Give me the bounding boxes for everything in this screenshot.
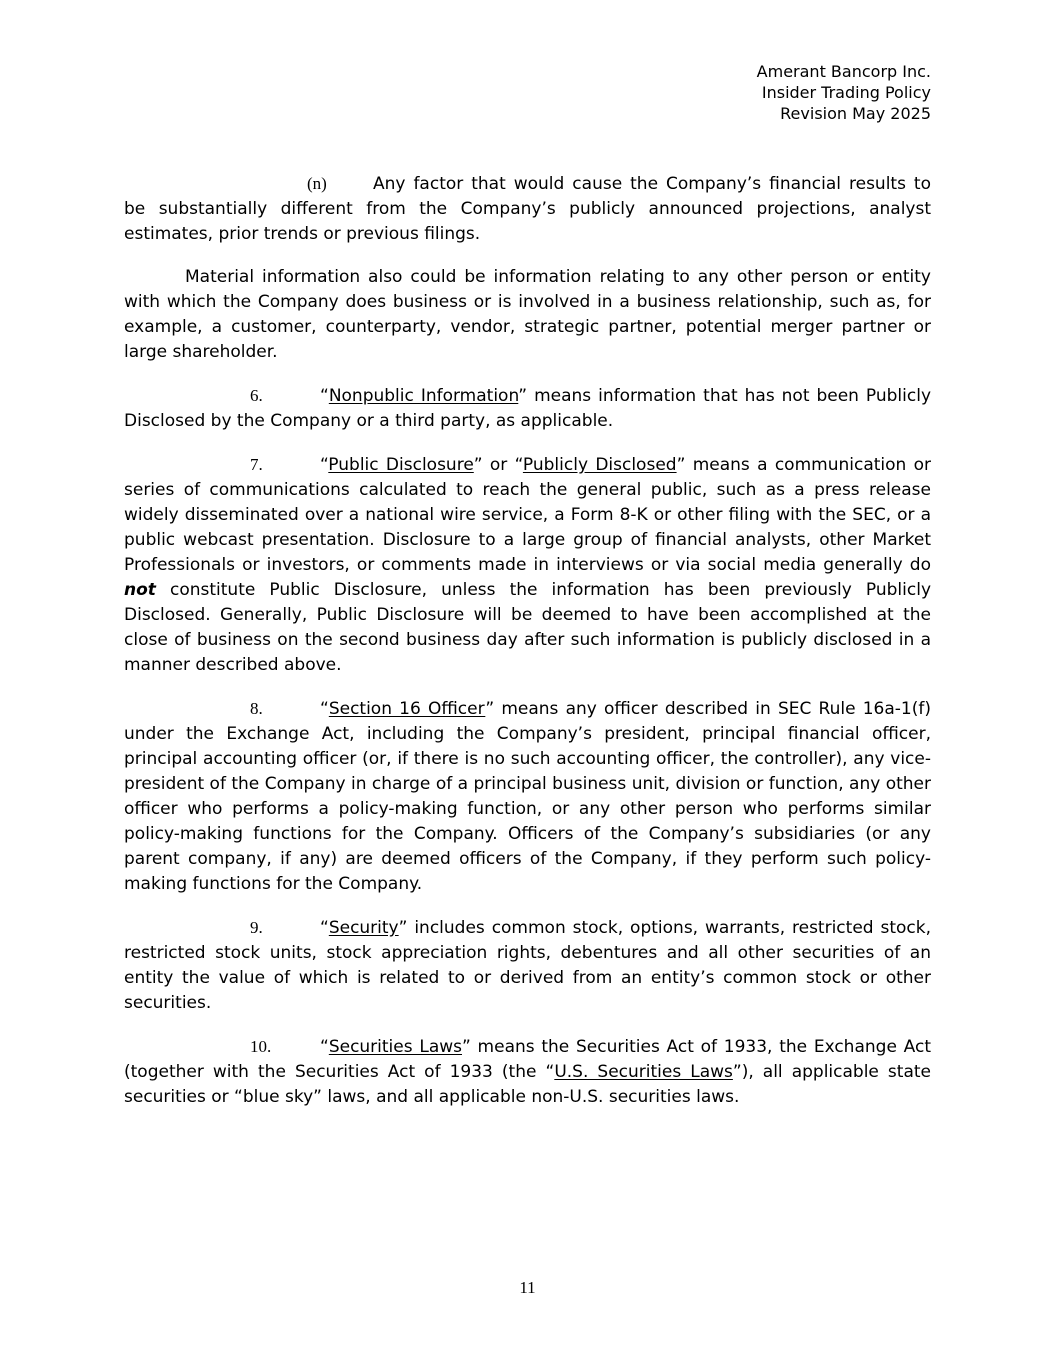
- list-marker: (n): [307, 174, 327, 193]
- page-header: [757, 61, 931, 124]
- list-paragraph: [124, 383, 931, 434]
- list-marker: 10.: [250, 1037, 272, 1056]
- defined-term: Public Disclosure: [328, 455, 474, 475]
- paragraph-text: “: [320, 455, 329, 475]
- paragraph-text: ”), all applicable state securities or “blue sky” laws, and all applicable non-U.S. securities laws.: [124, 1062, 931, 1107]
- defined-term: U.S. Securities Laws: [554, 1062, 733, 1082]
- defined-term: Section 16 Officer: [328, 699, 486, 719]
- list-paragraph: [124, 915, 931, 1016]
- header-document-title: Insider Trading Policy: [761, 83, 931, 102]
- page-number: 11: [519, 1278, 536, 1297]
- defined-term: Security: [328, 918, 399, 938]
- list-marker: 7.: [250, 455, 263, 474]
- list-paragraph: [124, 696, 931, 897]
- paragraph-text: Any factor that would cause the Company’s financial results to be substantially different from the Company’s publicly announced projections, analyst estimates, prior trends or previous filings.: [124, 174, 931, 244]
- paragraph-text: “: [320, 699, 329, 719]
- list-marker: 9.: [250, 918, 263, 937]
- list-marker: 8.: [250, 699, 263, 718]
- body-paragraph: [124, 265, 931, 365]
- paragraph-text: “: [320, 386, 329, 406]
- paragraph-text: ” means a communication or series of communications calculated to reach the general public, such as a press release widely disseminated over a national wire service, a Form 8-K or other filing with the SEC, or a public webcast presentation. Disclosure to a large group of financial analysts, other Market Professionals or investors, or comments made in interviews or via social media generally do: [124, 455, 932, 575]
- paragraph-text: ” or “: [473, 455, 523, 475]
- defined-term: Publicly Disclosed: [522, 455, 677, 475]
- paragraph-text: ” includes common stock, options, warrants, restricted stock, restricted stock units, stock appreciation rights, debentures and all other securities of an entity the value of which is related to or derived from an entity’s common stock or other securities.: [124, 918, 931, 1013]
- list-paragraph: [124, 1034, 931, 1110]
- list-paragraph: [124, 452, 931, 678]
- document-body: [124, 171, 931, 1128]
- paragraph-text: ” means information that has not been Publicly Disclosed by the Company or a third party, as applicable.: [124, 386, 932, 431]
- paragraph-text: ” means the Securities Act of 1933, the Exchange Act (together with the Securities Act of 1933 (the “: [124, 1037, 931, 1082]
- list-paragraph: [124, 171, 931, 247]
- defined-term: Securities Laws: [328, 1037, 462, 1057]
- header-revision: Revision May 2025: [780, 104, 931, 123]
- paragraph-text: “: [320, 918, 329, 938]
- paragraph-text: Material information also could be information relating to any other person or entity with which the Company does business or is involved in a business relationship, such as, for example, a customer, counterparty, vendor, strategic partner, potential merger partner or large shareholder.: [124, 267, 931, 362]
- emphasized-text: not: [124, 580, 156, 600]
- header-company-name: Amerant Bancorp Inc.: [756, 62, 931, 81]
- paragraph-text: constitute Public Disclosure, unless the information has been previously Publicly Disclosed. Generally, Public Disclosure will be deemed to have been accomplished at the close of business on the second business day after such information is publicly disclosed in a manner described above.: [124, 580, 931, 675]
- paragraph-text: “: [320, 1037, 329, 1057]
- list-marker: 6.: [250, 386, 263, 405]
- defined-term: Nonpublic Information: [328, 386, 519, 406]
- paragraph-text: ” means any officer described in SEC Rule 16a-1(f) under the Exchange Act, including the Company’s president, principal financial officer, principal accounting officer (or, if there is no such accounting officer, the controller), any vice-president of the Company in charge of a principal business unit, division or function, any other officer who performs a policy-making function, or any other person who performs similar policy-making functions for the Company. Officers of the Company’s subsidiaries (or any parent company, if any) are deemed officers of the Company, if they perform such policy-making functions for the Company.: [124, 699, 931, 894]
